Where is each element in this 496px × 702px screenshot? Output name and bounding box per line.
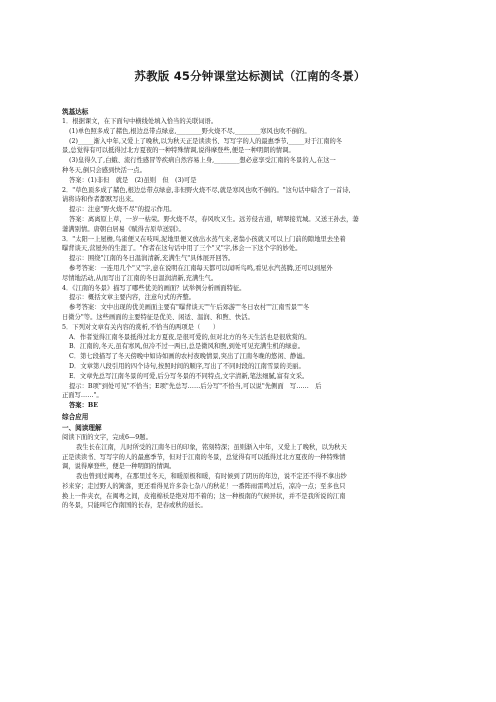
q1-item-2-cont: 景,总觉得有可以抵得过北方夏夜的一种特殊情调,说得摩登些,便是一种明朗的情调。 xyxy=(62,147,295,155)
q3-answer: 参考答案：一连用几个"又"字,意在说明在江南每天都可以闻听鸟鸣,看见水汽蒸腾,还可以到屋外 xyxy=(69,264,333,272)
q1-item-1: (1)单色照多成了赭色,根边总带点绿意,________野火烧不尽,________寒风也吹不倒的。 xyxy=(69,127,311,135)
q4-answer-cont: 日微分"等。这些画面的主要特征是优美、闲适、温润、和煦、快活。 xyxy=(62,313,254,321)
q3-stem-cont: 曝背谈天,营屋外的生涯了。"作者在这句话中用了三个"又"字,体会一下这个字的妙处。 xyxy=(62,245,302,253)
q5-answer: 答案：BE xyxy=(69,402,99,410)
passage-p2-line4: 的冬景，只能叫它作南国的长春，是春或秋的延长。 xyxy=(62,502,207,510)
q3-hint: 提示：围绕"江南的冬日温润清新,充满生气"具体展开回答。 xyxy=(69,255,235,263)
q5-option-d: D．文章第八段引用的四个诗句,按照时间的顺序,写出了不同时段的江南雪景的美丽。 xyxy=(69,362,305,370)
section-heading-basic: 筑基达标 xyxy=(62,108,89,116)
q2-answer-cont: 萋满别情。唐朝白居易《赋得古原草送别》。 xyxy=(62,225,185,233)
q5-option-c: C．第七段描写了冬天傍晚中如诗如画的农村夜晚情景,突出了江南冬晚的悠闲、静谧。 xyxy=(69,353,309,361)
q5-hint: 提示：B项"到处可见"不恰当；E项"先总写……后分写"不恰当,可以说"先侧面 写…… 后 xyxy=(69,382,322,390)
section-heading-reading: 一、阅读理解 xyxy=(62,423,102,432)
q4-stem: 4．《江南的冬景》描写了哪些优美的画面？试举例分析画面特征。 xyxy=(62,284,246,292)
q1-item-2: (2)_____渐入中年,又爱上了晚秋,以为秋天正是读读书、写写字的人的最惠季节,_____对于江南的冬 xyxy=(69,137,343,145)
q4-hint: 提示：概括文章主要内容，注意句式的齐整。 xyxy=(69,294,195,302)
q5-option-b: B．江南的,冬天,虽有寒风,但冷不过一两日,总是微风和煦,到处可见充满生机的绿意。 xyxy=(69,343,305,351)
q5-option-a: A．作者觉得江南冬景抵得过北方夏夜,是很可爱的,但对北方的冬天生活也是很欣赏的。 xyxy=(69,333,311,341)
q5-option-e: E．文章先总写江南冬景的可爱,后分写冬景的不同特点,文字清新,笔法细腻,富有文采。 xyxy=(69,372,309,380)
q1-item-3: (3)皇得久了,白蛾、流行性感冒等疾病自然容易上身,________想必意享受江南的冬景的人,在这一 xyxy=(69,157,336,165)
q5-hint-cont: 正面写……"。 xyxy=(62,392,103,400)
q4-answer: 参考答案：文中出现的优美画面主要有"曝背谈天""午后郊游""冬日农村""江南雪景""冬 xyxy=(69,304,310,312)
q3-answer-cont: 尽情地活动,从而写出了江南的冬日温润清新,充满生气。 xyxy=(62,274,218,282)
passage-p1-line3: 调，说得摩登些，便是一种明朗的情调。 xyxy=(62,463,176,471)
passage-p2-line3: 换上一件夹衣，在闽粤之间，皮袍棉袄是绝对用不着的；这一种极南的气候异状，并不是我所说的江南 xyxy=(62,492,346,500)
q1-answer: 答案：(1)非但 就是 (2)虽则 但 (3)可是 xyxy=(69,176,197,184)
q1-item-3-cont: 种冬天,倒只会感到快活一点。 xyxy=(62,166,146,174)
q5-stem: 5．下列对文章有关内容的赏析,不恰当的两项是（ ） xyxy=(62,323,220,331)
passage-p1-line1: 我生长在江南，儿时所受的江南冬日的印象，铭刻特深；虽则渐入中年，又爱上了晚秋，以为秋天 xyxy=(76,443,347,451)
q2-stem: 2．"草色顶多成了赭色,根边总带点绿意,非但野火烧不尽,就是寒风也吹不倒的。"这句话中暗含了一首诗, xyxy=(62,186,351,194)
reading-instruction: 阅读下面的文字，完成6—9题。 xyxy=(62,433,152,441)
passage-p2-line1: 我也曾到过闽粤，在那里过冬天，和暖原极和暖，有时候到了阴历的年边，说不定还不得不拿出纱 xyxy=(76,473,347,481)
q2-stem-cont: 请将诗和作者都默写出来。 xyxy=(62,196,138,204)
passage-p1-line2: 正是读读书、写写字的人的最惠季节，但对于江南的冬景，总觉得有可以抵得过北方夏夜的一种特殊情 xyxy=(62,453,346,461)
page-title: 苏教版 45分钟课堂达标测试（江南的冬景） xyxy=(134,69,366,83)
q2-hint: 提示：注意"野火烧不尽"的提示作用。 xyxy=(69,206,176,214)
passage-p2-line2: 衫来穿；走过野人的篱落，更还看得见许多杂七杂八的秋花！一番阵雨雷鸣过后，凉冷一点；至多也只 xyxy=(62,482,346,490)
q3-stem: 3．"太阳一上屋檐,鸟雀便又在吱叫,泥地里便又放出水蒸气来,老翁小孩就又可以上门前的隙地里去坐着 xyxy=(62,235,346,243)
q1-stem: 1．根据课文，在下面句中横线处填入恰当的关联词语。 xyxy=(62,118,218,125)
q2-answer: 答案：离离原上草，一岁一枯荣。野火烧不尽，春风吹又生。远芳侵古道，晴翠接荒城。又送王孙去，萋 xyxy=(69,215,359,223)
section-heading-combo: 综合应用 xyxy=(62,412,89,421)
